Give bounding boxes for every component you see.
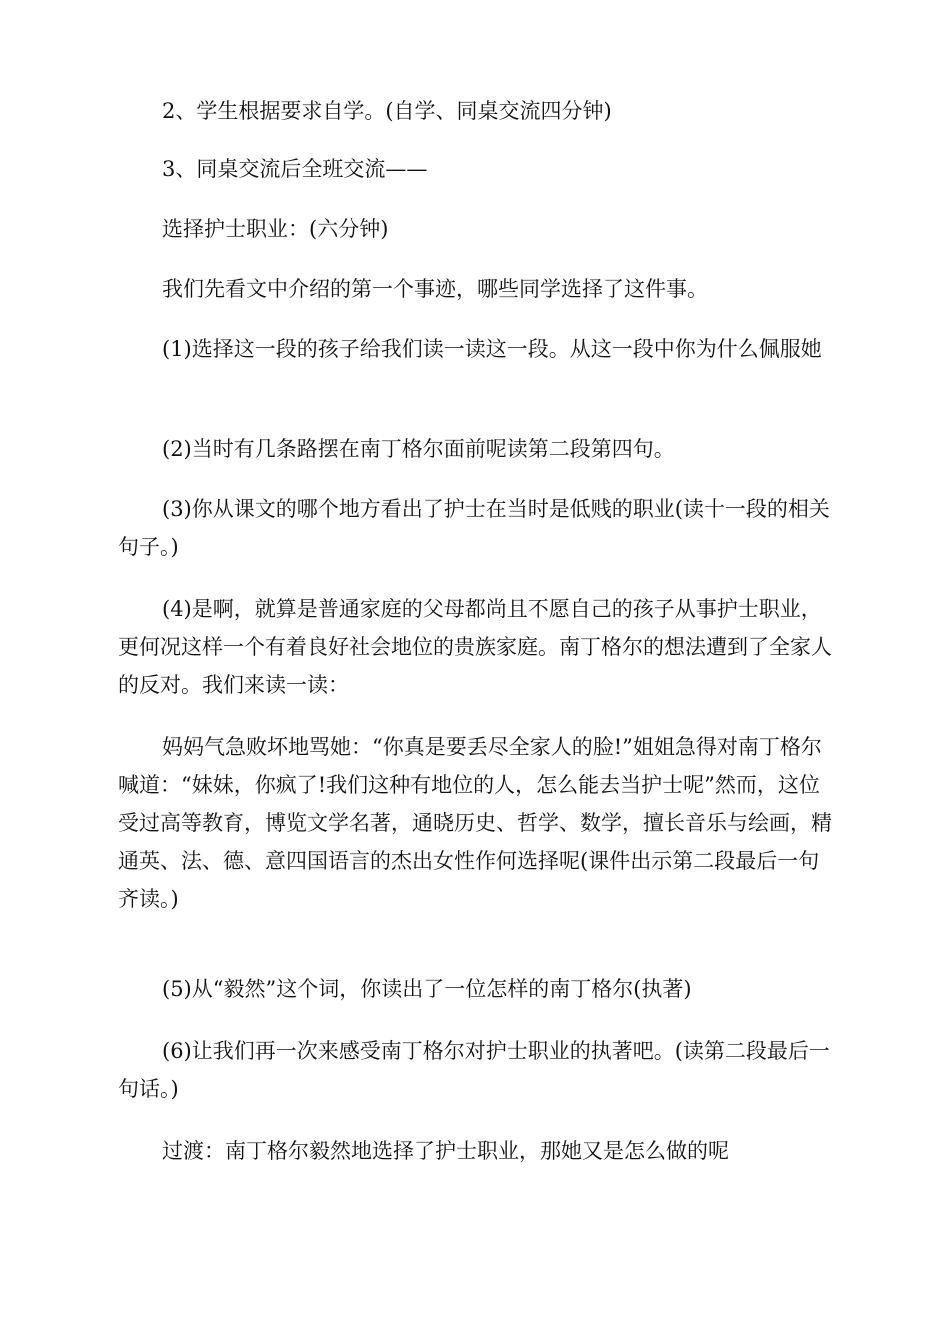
- paragraph-item-3: (3)你从课文的哪个地方看出了护士在当时是低贱的职业(读十一段的相关句子。): [118, 497, 830, 559]
- paragraph-item-1: (1)选择这一段的孩子给我们读一读这一段。从这一段中你为什么佩服她: [162, 337, 822, 361]
- paragraph-self-study: 2、学生根据要求自学。(自学、同桌交流四分钟): [162, 99, 612, 123]
- paragraph-item-2: (2)当时有几条路摆在南丁格尔面前呢读第二段第四句。: [162, 437, 675, 461]
- paragraph-transition: 过渡：南丁格尔毅然地选择了护士职业，那她又是怎么做的呢: [162, 1139, 729, 1163]
- paragraph-class-exchange: 3、同桌交流后全班交流——: [162, 157, 428, 181]
- paragraph-item-6: (6)让我们再一次来感受南丁格尔对护士职业的执著吧。(读第二段最后一句话。): [118, 1039, 830, 1101]
- paragraph-item-5: (5)从“毅然”这个词，你读出了一位怎样的南丁格尔(执著): [162, 977, 692, 1001]
- paragraph-family-quote: 妈妈气急败坏地骂她：“你真是要丢尽全家人的脸!”姐姐急得对南丁格尔喊道：“妹妹，你疯了!我们这种有地位的人，怎么能去当护士呢”然而，这位受过高等教育，博览文学名著，通晓历史、哲学、数学，擅长音乐与绘画，精通英、法、德、意四国语言的杰出女性作何选择呢(课件出示第二段最后一句齐读。): [118, 735, 832, 911]
- paragraph-choose-nurse: 选择护士职业：(六分钟): [162, 217, 389, 241]
- paragraph-first-deed: 我们先看文中介绍的第一个事迹，哪些同学选择了这件事。: [162, 277, 708, 301]
- paragraph-item-4: (4)是啊，就算是普通家庭的父母都尚且不愿自己的孩子从事护士职业，更何况这样一个有着良好社会地位的贵族家庭。南丁格尔的想法遭到了全家人的反对。我们来读一读：: [118, 597, 832, 697]
